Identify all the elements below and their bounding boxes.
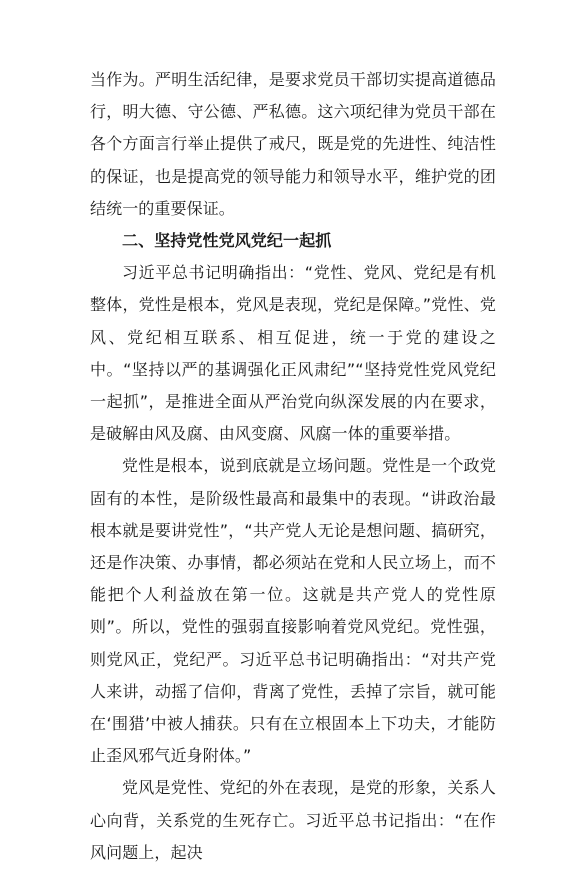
paragraph-integrated-approach: 习近平总书记明确指出：“党性、党风、党纪是有机整体，党性是根本，党风是表现，党纪是保障。”党性、党风、党纪相互联系、相互促进，统一于党的建设之中。“坚持以严的基调强化正风肃纪”“坚持党性党风党纪一起抓”，是推进全面从严治党向纵深发展的内在要求，是破解由风及腐、由风变腐、风腐一体的重要举措。: [90, 263, 496, 444]
paragraph-party-spirit: 党性是根本，说到底就是立场问题。党性是一个政党固有的本性，是阶级性最高和最集中的表现。“讲政治最根本就是要讲党性”，“共产党人无论是想问题、搞研究，还是作决策、办事情，都必须站在党和人民立场上，而不能把个人利益放在第一位。这就是共产党人的党性原则”。所以，党性的强弱直接影响着党风党纪。党性强，则党风正，党纪严。习近平总书记明确指出：“对共产党人来讲，动摇了信仰，背离了党性，丢掉了宗旨，就可能在‘围猎’中被人捕获。只有在立根固本上下功夫，才能防止歪风邪气近身附体。”: [90, 456, 496, 766]
section-heading: 二、坚持党性党风党纪一起抓: [122, 231, 332, 251]
document-body: [90, 64, 496, 869]
paragraph-party-conduct: 党风是党性、党纪的外在表现，是党的形象，关系人心向背，关系党的生死存亡。习近平总书记指出：“在作风问题上，起决: [90, 778, 496, 862]
paragraph-discipline-summary: 当作为。严明生活纪律，是要求党员干部切实提高道德品行，明大德、守公德、严私德。这六项纪律为党员干部在各个方面言行举止提供了戒尺，既是党的先进性、纯洁性的保证，也是提高党的领导能力和领导水平，维护党的团结统一的重要保证。: [90, 70, 496, 218]
